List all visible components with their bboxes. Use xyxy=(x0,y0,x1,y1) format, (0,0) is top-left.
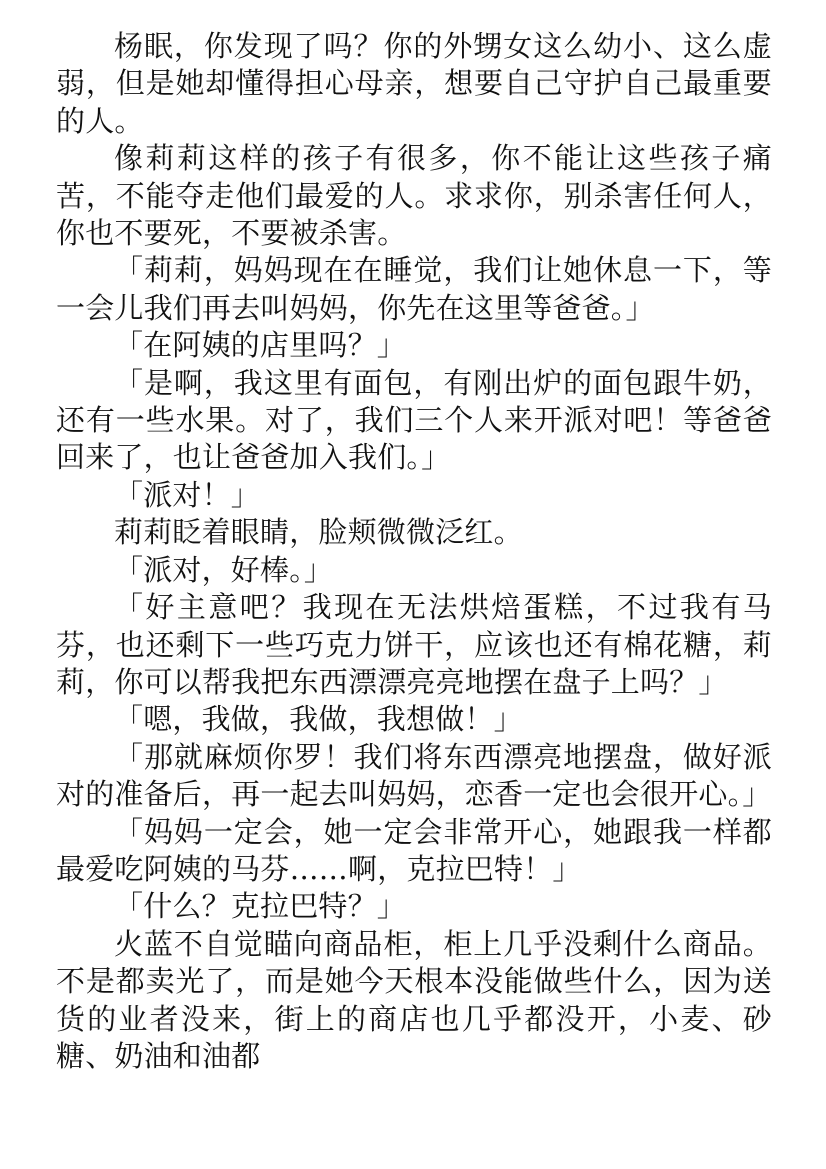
paragraph: 「好主意吧？我现在无法烘焙蛋糕，不过我有马芬，也还剩下一些巧克力饼干，应该也还有棉花糖，莉莉，你可以帮我把东西漂漂亮亮地摆在盘子上吗？」 xyxy=(56,590,772,699)
paragraph: 「在阿姨的店里吗？」 xyxy=(114,328,407,363)
paragraph: 「嗯，我做，我做，我想做！」 xyxy=(114,702,523,737)
paragraph: 「派对，好棒。」 xyxy=(114,552,334,587)
paragraph: 「莉莉，妈妈现在在睡觉，我们让她休息一下，等一会儿我们再去叫妈妈，你先在这里等爸爸。」 xyxy=(56,253,772,325)
paragraph: 莉莉眨着眼睛，脸颊微微泛红。 xyxy=(114,515,523,550)
paragraph: 「那就麻烦你罗！我们将东西漂亮地摆盘，做好派对的准备后，再一起去叫妈妈，恋香一定也会很开心。」 xyxy=(56,739,772,812)
paragraph: 「什么？克拉巴特？」 xyxy=(114,889,407,924)
paragraph: 像莉莉这样的孩子有很多，你不能让这些孩子痛苦，不能夺走他们最爱的人。求求你，别杀害任何人，你也不要死，不要被杀害。 xyxy=(56,141,772,251)
paragraph: 「派对！」 xyxy=(114,477,261,512)
paragraph: 火蓝不自觉瞄向商品柜，柜上几乎没剩什么商品。不是都卖光了，而是她今天根本没能做些什么，因为送货的业者没来，街上的商店也几乎都没开，小麦、砂糖、奶油和油都 xyxy=(56,926,772,1073)
document-page xyxy=(56,28,772,1075)
paragraph: 「是啊，我这里有面包，有刚出炉的面包跟牛奶，还有一些水果。对了，我们三个人来开派对吧！等爸爸回来了，也让爸爸加入我们。」 xyxy=(56,365,772,475)
paragraph: 杨眠，你发现了吗？你的外甥女这么幼小、这么虚弱，但是她却懂得担心母亲，想要自己守护自己最重要的人。 xyxy=(56,29,772,138)
paragraph: 「妈妈一定会，她一定会非常开心，她跟我一样都最爱吃阿姨的马芬……啊，克拉巴特！」 xyxy=(56,814,772,886)
